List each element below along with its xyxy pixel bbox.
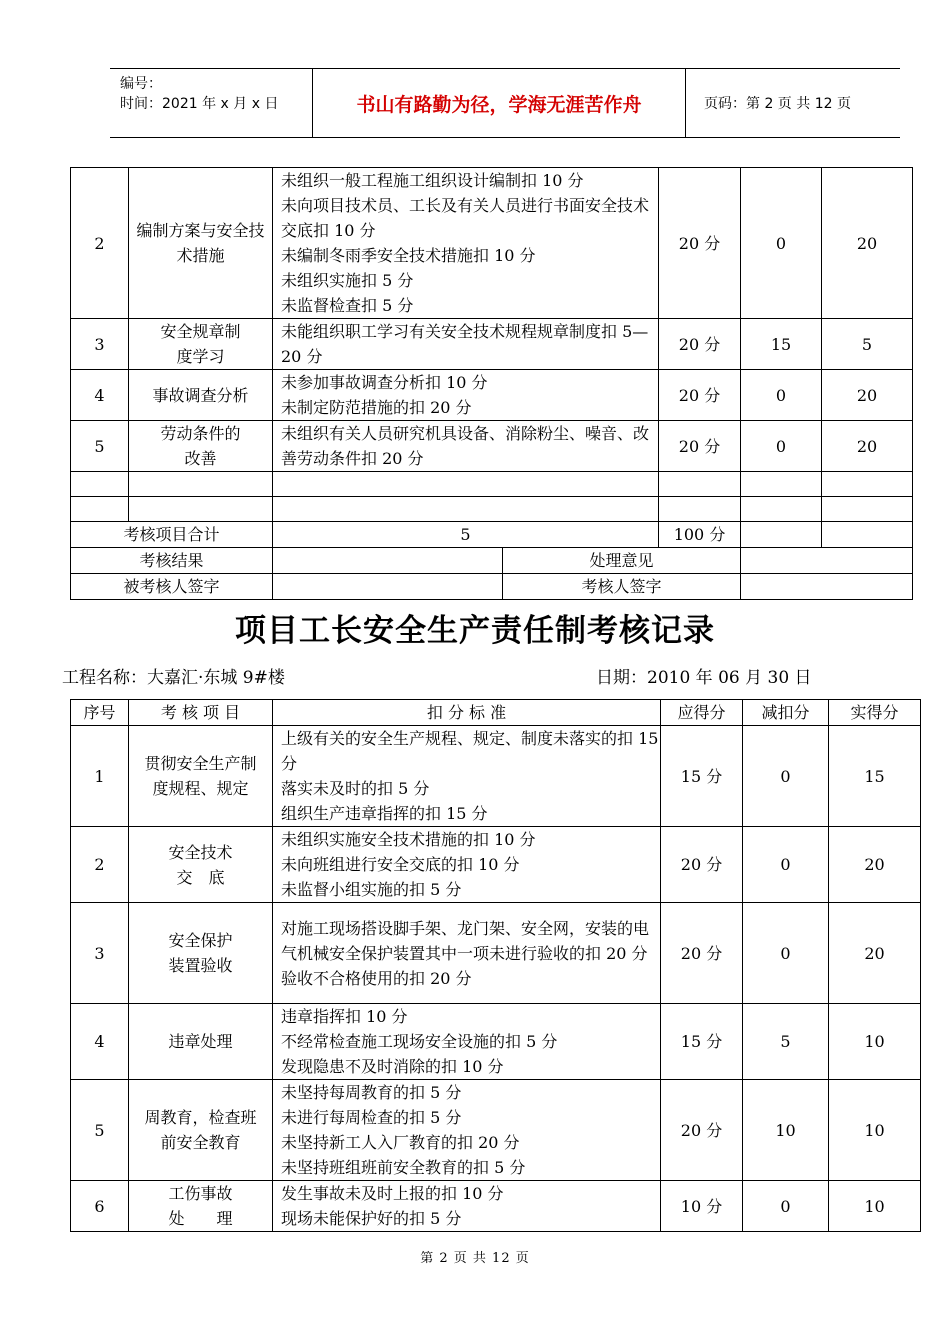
project-name: 工程名称：大嘉汇·东城 9#楼 (62, 668, 285, 688)
row-number: 3 (71, 319, 129, 370)
deduction-criteria (273, 370, 659, 421)
deducted-score: 10 (743, 1080, 829, 1181)
result-value (273, 548, 503, 574)
actual-score: 20 (822, 370, 913, 421)
criteria-line: 未编制冬雨季安全技术措施扣 10 分 (281, 246, 536, 265)
examinee-sign-value (273, 574, 503, 600)
criteria-line: 未坚持班组班前安全教育的扣 5 分 (281, 1158, 526, 1177)
actual-score: 20 (829, 903, 921, 1004)
criteria-line: 未向项目技术员、工长及有关人员进行书面安全技术交底扣 10 分 (281, 196, 650, 240)
number-label: 编号： (120, 76, 162, 92)
criteria-line: 对施工现场搭设脚手架、龙门架、安全网，安装的电气机械安全保护装置其中一项未进行验收的扣 20 分 (281, 918, 650, 963)
header-cell: 考 核 项 目 (129, 700, 273, 726)
page-header (110, 68, 900, 138)
deduction-criteria (273, 903, 661, 1004)
assessment-item: 周教育，检查班前安全教育 (129, 1080, 273, 1181)
total-score: 100 分 (659, 522, 741, 548)
due-score: 10 分 (661, 1181, 743, 1232)
assessment-item: 安全规章制度学习 (129, 319, 273, 370)
time-label: 时间：2021 年 x 月 x 日 (120, 96, 279, 112)
assessment-item: 违章处理 (129, 1004, 273, 1080)
due-score: 20 分 (661, 1080, 743, 1181)
criteria-line: 发生事故未及时上报的扣 10 分 (281, 1184, 504, 1203)
criteria-line: 未组织实施安全技术措施的扣 10 分 (281, 830, 536, 849)
row-number: 1 (71, 726, 129, 827)
table-row (71, 168, 913, 319)
row-number: 2 (71, 827, 129, 903)
result-label: 考核结果 (71, 548, 273, 574)
assessment-item: 安全保护装置验收 (129, 903, 273, 1004)
row-number: 4 (71, 370, 129, 421)
table-row (71, 370, 913, 421)
deducted-score: 5 (743, 1004, 829, 1080)
criteria-line: 未坚持每周教育的扣 5 分 (281, 1083, 462, 1102)
criteria-line: 发现隐患不及时消除的扣 10 分 (281, 1057, 504, 1076)
criteria-line: 落实未及时的扣 5 分 (281, 779, 430, 798)
criteria-line: 未监督小组实施的扣 5 分 (281, 880, 462, 899)
result-row (71, 548, 913, 574)
total-label: 考核项目合计 (71, 522, 273, 548)
assessment-item: 安全技术交 底 (129, 827, 273, 903)
assessment-item: 事故调查分析 (129, 370, 273, 421)
deducted-score: 0 (741, 370, 822, 421)
assessment-item: 工伤事故处 理 (129, 1181, 273, 1232)
criteria-line: 未组织实施扣 5 分 (281, 271, 414, 290)
examinee-sign-label: 被考核人签字 (71, 574, 273, 600)
due-score: 20 分 (659, 421, 741, 472)
due-score: 20 分 (659, 168, 741, 319)
header-left (110, 69, 310, 137)
assessment-table-continued (70, 167, 913, 600)
row-number: 2 (71, 168, 129, 319)
criteria-line: 验收不合格使用的扣 20 分 (281, 968, 472, 988)
actual-score: 15 (829, 726, 921, 827)
actual-score: 20 (822, 168, 913, 319)
deduction-criteria (273, 1181, 661, 1232)
assessment-item: 编制方案与安全技术措施 (129, 168, 273, 319)
deducted-score: 0 (743, 903, 829, 1004)
deducted-score: 0 (741, 421, 822, 472)
actual-score: 10 (829, 1181, 921, 1232)
examiner-sign-value (741, 574, 913, 600)
criteria-line: 违章指挥扣 10 分 (281, 1007, 408, 1026)
due-score: 20 分 (659, 370, 741, 421)
criteria-line: 未制定防范措施的扣 20 分 (281, 398, 472, 417)
foreman-assessment-table (70, 699, 921, 1232)
page-footer: 第 2 页 共 12 页 (420, 1251, 530, 1266)
criteria-line: 未组织一般工程施工组织设计编制扣 10 分 (281, 171, 584, 190)
table-row (71, 1181, 921, 1232)
due-score: 15 分 (661, 726, 743, 827)
criteria-line: 上级有关的安全生产规程、规定、制度未落实的扣 15 分 (281, 729, 659, 773)
criteria-line: 组织生产违章指挥的扣 15 分 (281, 804, 488, 823)
signature-row (71, 574, 913, 600)
actual-score: 20 (822, 421, 913, 472)
criteria-line: 现场未能保护好的扣 5 分 (281, 1209, 462, 1228)
table-row (71, 1004, 921, 1080)
actual-score: 10 (829, 1080, 921, 1181)
row-number: 6 (71, 1181, 129, 1232)
header-cell: 减扣分 (743, 700, 829, 726)
header-cell: 应得分 (661, 700, 743, 726)
actual-score: 5 (822, 319, 913, 370)
deduction-criteria (273, 1080, 661, 1181)
actual-score: 10 (829, 1004, 921, 1080)
opinion-label: 处理意见 (503, 548, 741, 574)
criteria-line: 未参加事故调查分析扣 10 分 (281, 373, 488, 392)
deduction-criteria (273, 168, 659, 319)
empty-row (71, 472, 913, 497)
page-label: 页码：第 2 页 共 12 页 (704, 96, 851, 112)
row-number: 5 (71, 1080, 129, 1181)
deduction-criteria (273, 421, 659, 472)
deduction-criteria (273, 319, 659, 370)
total-row (71, 522, 913, 548)
due-score: 15 分 (661, 1004, 743, 1080)
criteria-line: 不经常检查施工现场安全设施的扣 5 分 (281, 1032, 558, 1051)
table-row (71, 903, 921, 1004)
assessment-item: 劳动条件的改善 (129, 421, 273, 472)
record-date: 日期：2010 年 06 月 30 日 (596, 668, 812, 688)
deducted-score: 0 (743, 827, 829, 903)
due-score: 20 分 (661, 903, 743, 1004)
table-row (71, 827, 921, 903)
due-score: 20 分 (661, 827, 743, 903)
deducted-score: 0 (743, 1181, 829, 1232)
header-cell: 序号 (71, 700, 129, 726)
table-row (71, 319, 913, 370)
criteria-line: 未监督检查扣 5 分 (281, 296, 414, 315)
table-header-row (71, 700, 921, 726)
actual-score: 20 (829, 827, 921, 903)
due-score: 20 分 (659, 319, 741, 370)
deduction-criteria (273, 726, 661, 827)
header-right (694, 69, 900, 137)
deducted-score: 15 (741, 319, 822, 370)
row-number: 4 (71, 1004, 129, 1080)
header-motto: 书山有路勤为径，学海无涯苦作舟 (312, 69, 686, 137)
opinion-value (741, 548, 913, 574)
assessment-item: 贯彻安全生产制度规程、规定 (129, 726, 273, 827)
row-number: 5 (71, 421, 129, 472)
criteria-line: 未向班组进行安全交底的扣 10 分 (281, 855, 520, 874)
examiner-sign-label: 考核人签字 (503, 574, 741, 600)
table-row (71, 726, 921, 827)
criteria-line: 未能组织职工学习有关安全技术规程规章制度扣 5—20 分 (281, 322, 649, 366)
header-cell: 实得分 (829, 700, 921, 726)
table-row (71, 421, 913, 472)
empty-row (71, 497, 913, 522)
deduction-criteria (273, 827, 661, 903)
record-title: 项目工长安全生产责任制考核记录 (235, 613, 715, 649)
row-number: 3 (71, 903, 129, 1004)
criteria-line: 未进行每周检查的扣 5 分 (281, 1108, 462, 1127)
total-count: 5 (273, 522, 659, 548)
deduction-criteria (273, 1004, 661, 1080)
table-row (71, 1080, 921, 1181)
criteria-line: 未坚持新工人入厂教育的扣 20 分 (281, 1133, 520, 1152)
criteria-line: 未组织有关人员研究机具设备、消除粉尘、噪音、改善劳动条件扣 20 分 (281, 424, 650, 468)
header-cell: 扣 分 标 准 (273, 700, 661, 726)
deducted-score: 0 (741, 168, 822, 319)
deducted-score: 0 (743, 726, 829, 827)
